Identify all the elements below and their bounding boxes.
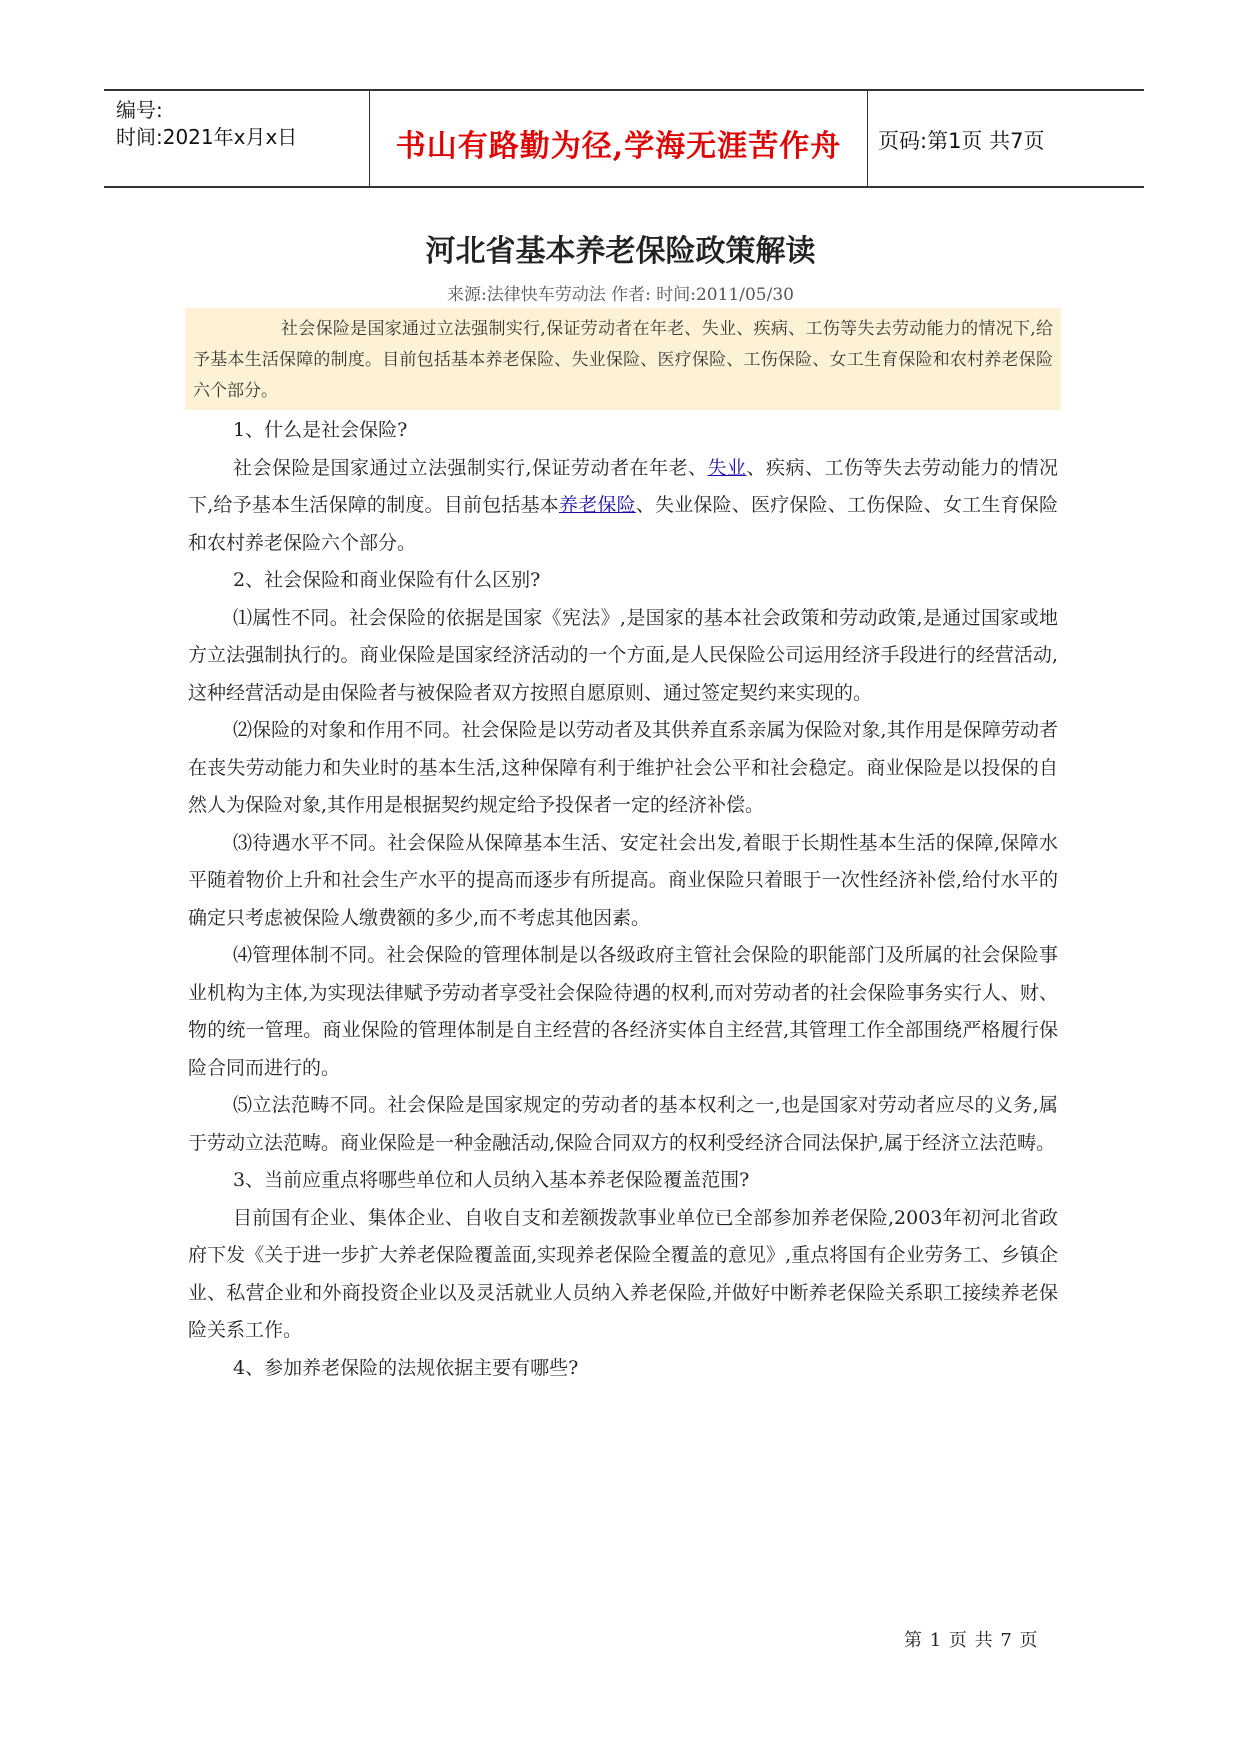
header-page-cell (866, 91, 1144, 186)
article-body (188, 412, 1058, 1387)
answer-1 (188, 450, 1058, 563)
article-title: 河北省基本养老保险政策解读 (425, 234, 816, 269)
header-motto-cell (369, 91, 868, 186)
answer-1-text-a: 社会保险是国家通过立法强制实行,保证劳动者在年老、 (233, 456, 708, 479)
answer-2-item-4: ⑷管理体制不同。社会保险的管理体制是以各级政府主管社会保险的职能部门及所属的社会保险事业机构为主体,为实现法律赋予劳动者享受社会保险待遇的权利,而对劳动者的社会保险事务实行人、财、物的统一管理。商业保险的管理体制是自主经营的各经济实体自主经营,其管理工作全部围绕严格履行保险合同而进行的。 (188, 944, 1058, 1079)
question-3: 3、当前应重点将哪些单位和人员纳入基本养老保险覆盖范围? (233, 1169, 750, 1191)
answer-2-item-5: ⑸立法范畴不同。社会保险是国家规定的劳动者的基本权利之一,也是国家对劳动者应尽的义务,属于劳动立法范畴。商业保险是一种金融活动,保险合同双方的权利受经济合同法保护,属于经济立法范畴。 (188, 1094, 1058, 1154)
question-4: 4、参加养老保险的法规依据主要有哪些? (233, 1356, 579, 1379)
answer-2-item-2: ⑵保险的对象和作用不同。社会保险是以劳动者及其供养直系亲属为保险对象,其作用是保障劳动者在丧失劳动能力和失业时的基本生活,这种保障有利于维护社会公平和社会稳定。商业保险是以投保的自然人为保险对象,其作用是根据契约规定给予投保者一定的经济补偿。 (188, 719, 1058, 816)
article-meta: 来源:法律快车劳动法 作者: 时间:2011/05/30 (447, 285, 794, 305)
header-motto: 书山有路勤为径,学海无涯苦作舟 (395, 129, 842, 164)
question-2: 2、社会保险和商业保险有什么区别? (233, 569, 541, 591)
header-info-cell (104, 91, 369, 186)
question-1: 1、什么是社会保险? (233, 419, 408, 441)
document-number: 编号: (116, 98, 163, 122)
link-pension-insurance[interactable]: 养老保险 (559, 494, 636, 516)
answer-2-item-3: ⑶待遇水平不同。社会保险从保障基本生活、安定社会出发,着眼于长期性基本生活的保障,保障水平随着物价上升和社会生产水平的提高而逐步有所提高。商业保险只着眼于一次性经济补偿,给付水平的确定只考虑被保险人缴费额的多少,而不考虑其他因素。 (188, 831, 1058, 929)
link-unemployment[interactable]: 失业 (707, 456, 747, 479)
document-time: 时间:2021年x月x日 (116, 125, 298, 149)
header-page-number: 页码:第1页 共7页 (878, 129, 1045, 153)
answer-1-text-b: 、疾病、工伤等失去劳动能力的情况下,给予基本生活保障的制度。目前包括基本 (188, 456, 1058, 516)
answer-3: 目前国有企业、集体企业、自收自支和差额拨款事业单位已全部参加养老保险,2003年初河北省政府下发《关于进一步扩大养老保险覆盖面,实现养老保险全覆盖的意见》,重点将国有企业劳务工、乡镇企业、私营企业和外商投资企业以及灵活就业人员纳入养老保险,并做好中断养老保险关系职工接续养老保险关系工作。 (188, 1206, 1058, 1341)
answer-2-item-1: ⑴属性不同。社会保险的依据是国家《宪法》,是国家的基本社会政策和劳动政策,是通过国家或地方立法强制执行的。商业保险是国家经济活动的一个方面,是人民保险公司运用经济手段进行的经营活动,这种经营活动是由保险者与被保险者双方按照自愿原则、通过签定契约来实现的。 (188, 606, 1058, 704)
page-footer: 第 1 页 共 7 页 (904, 1630, 1039, 1651)
answer-1-text-c: 、失业保险、医疗保险、工伤保险、女工生育保险和农村养老保险六个部分。 (188, 494, 1058, 554)
document-header (104, 89, 1144, 188)
article-summary: 社会保险是国家通过立法强制实行,保证劳动者在年老、失业、疾病、工伤等失去劳动能力的情况下,给予基本生活保障的制度。目前包括基本养老保险、失业保险、医疗保险、工伤保险、女工生育保险和农村养老保险六个部分。 (185, 308, 1061, 410)
